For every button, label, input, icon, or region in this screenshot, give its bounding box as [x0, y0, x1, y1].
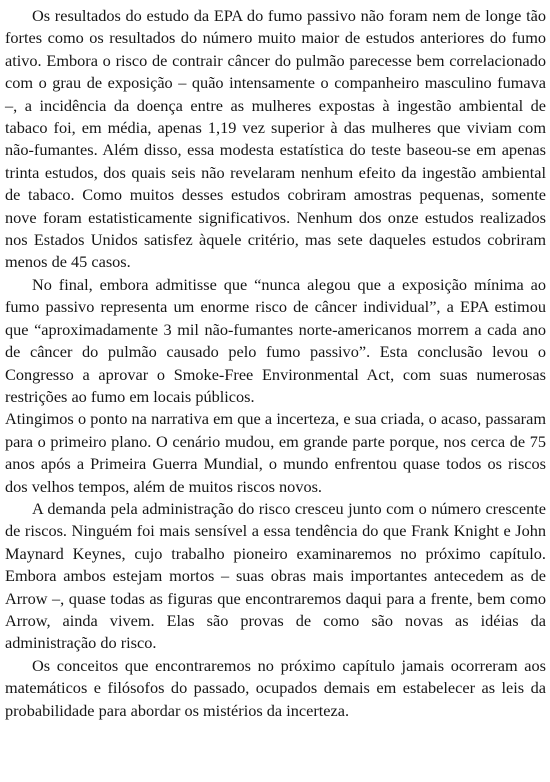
paragraph-uncertainty: Atingimos o ponto na narrativa em que a incerteza, e sua criada, o acaso, passaram para o primeiro plano. O cenário mudou, em grande parte porque, nos cerca de 75 anos após a Primeira Guerra Mundial, o mundo enfrentou quase todos os riscos dos velhos tempos, além de muitos riscos novos. — [5, 409, 546, 496]
book-page-text — [5, 5, 546, 722]
paragraph-epa-study: Os resultados do estudo da EPA do fumo passivo não foram nem de longe tão fortes como os resultados do número muito maior de estudos anteriores do fumo ativo. Embora o risco de contrair câncer do pulmão parecesse bem correlacionado com o grau de exposição – quão intensamente o companheiro masculino fumava –, a incidência da doença entre as mulheres expostas à ingestão ambiental de tabaco foi, em média, apenas 1,19 vez superior à das mulheres que viviam com não-fumantes. Além disso, essa modesta estatística do teste baseou-se em apenas trinta estudos, dos quais seis não revelaram nenhum efeito da ingestão ambiental de tabaco. Como muitos desses estudos cobriram amostras pequenas, somente nove foram estatisticamente significativos. Nenhum dos onze estudos realizados nos Estados Unidos satisfez àquele critério, mas sete daqueles estudos cobriram menos de 45 casos. — [5, 6, 546, 272]
paragraph-epa-conclusion: No final, embora admitisse que “nunca alegou que a exposição mínima ao fumo passivo representa um enorme risco de câncer individual”, a EPA estimou que “aproximadamente 3 mil não-fumantes norte-americanos morrem a cada ano de câncer do pulmão causado pelo fumo passivo”. Esta conclusão levou o Congresso a aprovar o Smoke-Free Environmental Act, com suas numerosas restrições ao fumo em locais públicos. — [5, 274, 546, 406]
paragraph-risk-demand: A demanda pela administração do risco cresceu junto com o número crescente de riscos. Ninguém foi mais sensível a essa tendência do que Frank Knight e John Maynard Keynes, cujo trabalho pioneiro examinaremos no próximo capítulo. Embora ambos estejam mortos – suas obras mais importantes antecedem as de Arrow –, quase todas as figuras que encontraremos daqui para a frente, bem como Arrow, ainda vivem. Elas são provas de como são novas as idéias da administração do risco. — [5, 498, 546, 653]
paragraph-next-chapter: Os conceitos que encontraremos no próximo capítulo jamais ocorreram aos matemáticos e filósofos do passado, ocupados demais em estabelecer as leis da probabilidade para abordar os mistérios da incerteza. — [5, 655, 546, 720]
